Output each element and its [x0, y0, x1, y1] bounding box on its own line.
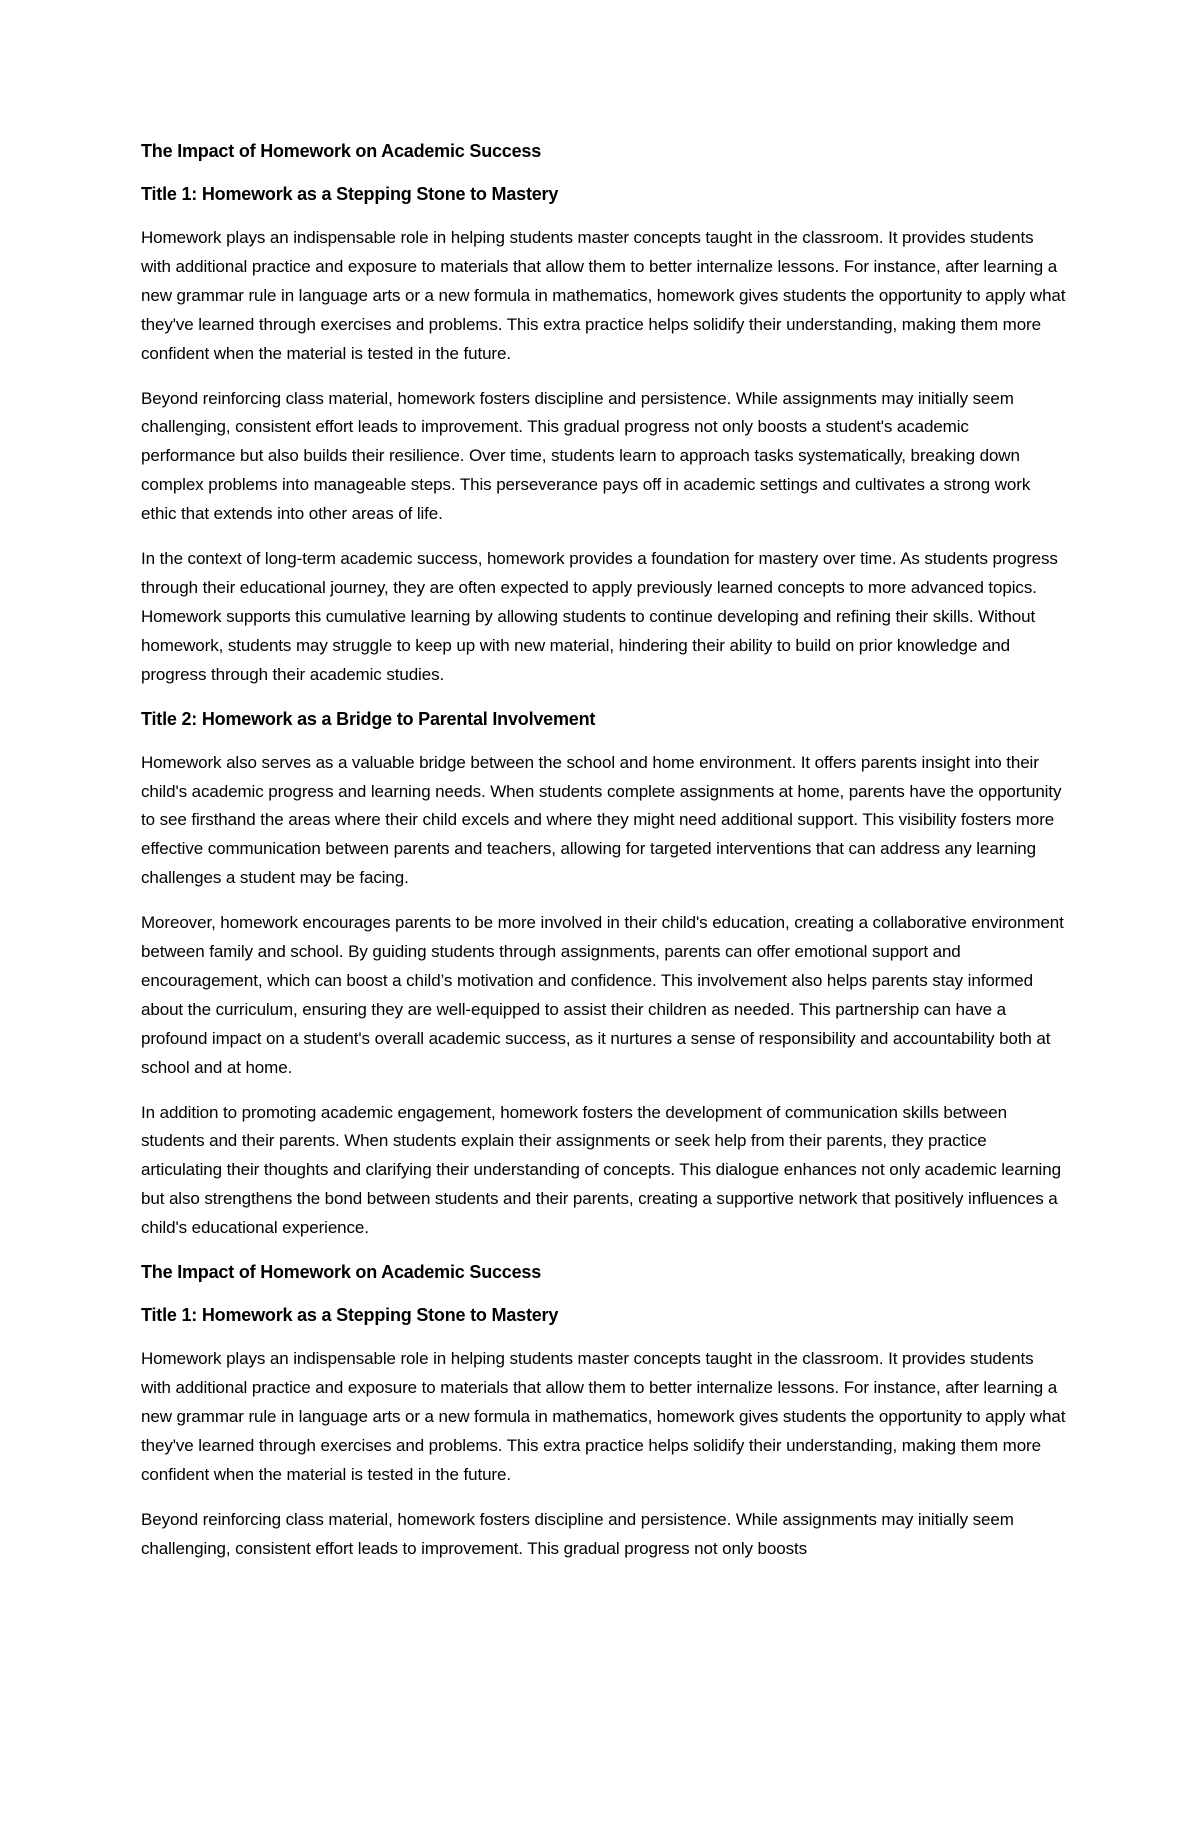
section-heading-1-repeat: Title 1: Homework as a Stepping Stone to Mastery: [141, 1305, 559, 1326]
document-title: The Impact of Homework on Academic Success: [141, 141, 542, 161]
section-heading-2: Title 2: Homework as a Bridge to Parental Involvement: [141, 708, 596, 729]
paragraph: Beyond reinforcing class material, homework fosters discipline and persistence. While assignments may initially seem challenging, consistent effort leads to improvement. This gradual progress not only boosts a student's academic performance but also builds their resilience. Over time, students learn to approach tasks systematically, breaking down complex problems into manageable steps. This perseverance pays off in academic settings and cultivates a strong work ethic that extends into other areas of life.: [141, 388, 1031, 524]
paragraph: Homework also serves as a valuable bridge between the school and home environment. It offers parents insight into their child's academic progress and learning needs. When students complete assignments at home, parents have the opportunity to see firsthand the areas where their child excels and where they might need additional support. This visibility fosters more effective communication between parents and teachers, allowing for targeted interventions that can address any learning challenges a student may be facing.: [141, 752, 1062, 888]
paragraph: In addition to promoting academic engagement, homework fosters the development of communication skills between students and their parents. When students explain their assignments or seek help from their parents, they practice articulating their thoughts and clarifying their understanding of concepts. This dialogue enhances not only academic learning but also strengthens the bond between students and their parents, creating a supportive network that positively influences a child's educational experience.: [141, 1102, 1061, 1238]
paragraph-truncated: Beyond reinforcing class material, homework fosters discipline and persistence. While assignments may initially seem challenging, consistent effort leads to improvement. This gradual progress not only boosts: [141, 1509, 1014, 1558]
document-page: [141, 138, 1066, 1579]
paragraph: Moreover, homework encourages parents to be more involved in their child's education, creating a collaborative environment between family and school. By guiding students through assignments, parents can offer emotional support and encouragement, which can boost a child’s motivation and confidence. This involvement also helps parents stay informed about the curriculum, ensuring they are well-equipped to assist their children as needed. This partnership can have a profound impact on a student's overall academic success, as it nurtures a sense of responsibility and accountability both at school and at home.: [141, 913, 1064, 1077]
paragraph: In the context of long-term academic success, homework provides a foundation for mastery over time. As students progress through their educational journey, they are often expected to apply previously learned concepts to more advanced topics. Homework supports this cumulative learning by allowing students to continue developing and refining their skills. Without homework, students may struggle to keep up with new material, hindering their ability to build on prior knowledge and progress through their academic studies.: [141, 549, 1058, 684]
paragraph: Homework plays an indispensable role in helping students master concepts taught in the classroom. It provides students with additional practice and exposure to materials that allow them to better internalize lessons. For instance, after learning a new grammar rule in language arts or a new formula in mathematics, homework gives students the opportunity to apply what they've learned through exercises and problems. This extra practice helps solidify their understanding, making them more confident when the material is tested in the future.: [141, 1349, 1066, 1484]
section-heading-1: Title 1: Homework as a Stepping Stone to Mastery: [141, 184, 559, 204]
paragraph: Homework plays an indispensable role in helping students master concepts taught in the classroom. It provides students with additional practice and exposure to materials that allow them to better internalize lessons. For instance, after learning a new grammar rule in language arts or a new formula in mathematics, homework gives students the opportunity to apply what they've learned through exercises and problems. This extra practice helps solidify their understanding, making them more confident when the material is tested in the future.: [141, 228, 1066, 363]
document-title-repeat: The Impact of Homework on Academic Success: [141, 1262, 542, 1283]
